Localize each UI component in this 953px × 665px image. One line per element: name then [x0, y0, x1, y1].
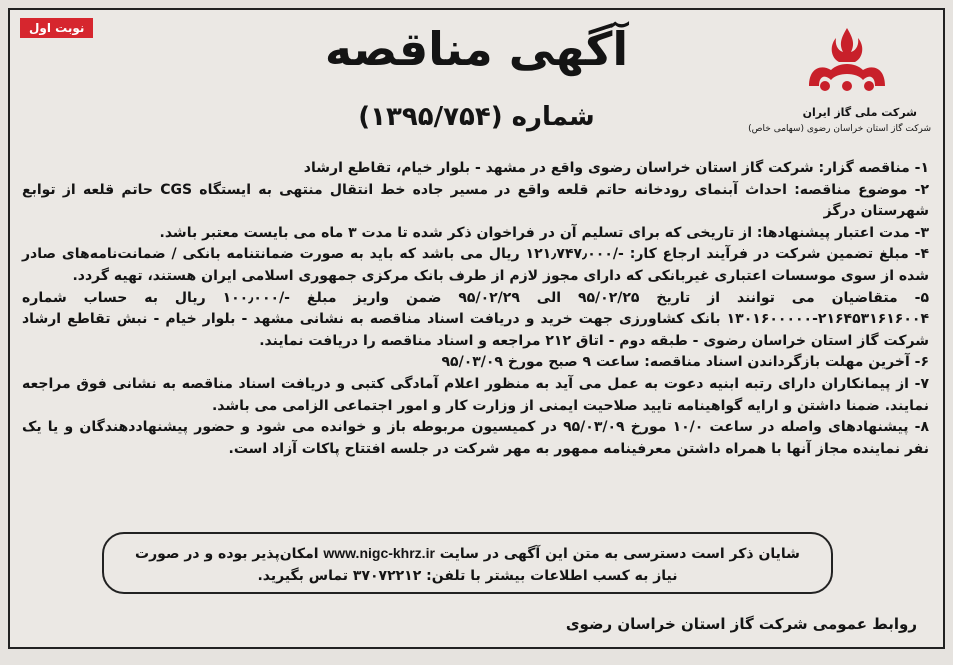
notice-text-start: شایان ذکر است دسترسی به متن این آگهی در سایت: [439, 546, 800, 562]
notice-text-end: امکان‌پذیر بوده و در صورت نیاز به کسب اطلاعات بیشتر با تلفن: ۳۷۰۷۲۲۱۲ تماس بگیرید.: [135, 546, 678, 584]
notice-item: ۵- متقاضیان می توانند از تاریخ ۹۵/۰۲/۲۵ الی ۹۵/۰۲/۲۹ ضمن واریز مبلغ -/۱۰۰٫۰۰۰ ریال به حساب شماره ۲۱۶۴۵۳۱۶۱۶۰۰۴-۱۳۰۱۶۰۰۰۰۰ بانک کشاورزی جهت خرید و دریافت اسناد مناقصه به نشانی مشهد - بلوار خیام - نبش تقاطع ارشاد شرکت گاز استان خراسان رضوی - طبقه دوم - اتاق ۲۱۲ مراجعه و اسناد مناقصه را دریافت نمایند.: [22, 289, 930, 349]
notice-header: [10, 10, 943, 160]
public-relations-signature: روابط عمومی شرکت گاز استان خراسان رضوی: [565, 615, 917, 633]
notice-item: ۸- پیشنهادهای واصله در ساعت ۱۰/۰ مورخ ۹۵/۰۳/۰۹ در کمیسیون مربوطه باز و خوانده می شود و حضور پیشنهاددهندگان و یا یک نفر نماینده مجاز آنها با همراه داشتن معرفینامه ممهور به مهر شرکت در جلسه افتتاح پاکات آزاد است.: [22, 419, 930, 457]
logo-org-name: شرکت ملی گاز ایران: [802, 106, 917, 119]
tender-notice: [8, 8, 945, 649]
notice-title: آگهی مناقصه: [324, 22, 629, 76]
website-notice-box: [102, 532, 833, 594]
notice-number: شماره (۱۳۹۵/۷۵۴): [358, 102, 595, 132]
logo-company-name: شرکت گاز استان خراسان رضوی (سهامی خاص): [748, 124, 931, 134]
notice-item: ۷- از پیمانکاران دارای رتبه ابنیه دعوت به عمل می آید به منظور اعلام آمادگی کتبی و دریافت اسناد مناقصه به نشانی فوق مراجعه نمایند. ضمنا داشتن و ارایه گواهینامه تایید صلاحیت ایمنی از وزارت کار و امور اجتماعی الزامی می باشد.: [22, 375, 929, 414]
notice-item: ۲- موضوع مناقصه: احداث آبنمای رودخانه حاتم قلعه واقع در مسیر جاده خط انتقال منتهی به ایستگاه CGS حاتم قلعه از توابع شهرستان درگز: [22, 181, 929, 220]
notice-item: ۱- مناقصه گزار: شرکت گاز استان خراسان رضوی واقع در مشهد - بلوار خیام، تقاطع ارشاد: [303, 160, 929, 176]
notice-item: ۴- مبلغ تضمین شرکت در فرآیند ارجاع کار: -/۱۲۱٫۷۴۷٫۰۰۰ ریال می باشد که باید به صورت ضمانتنامه بانکی / ضمانت‌نامه‌های صادر شده از سوی موسسات اعتباری غیربانکی که دارای مجوز لازم از طرف بانک مرکزی جمهوری اسلامی ایران هستند، تهیه گردد.: [22, 246, 929, 284]
notice-body: [22, 158, 929, 460]
publication-badge: نوبت اول: [20, 18, 93, 38]
notice-item: ۶- آخرین مهلت بازگرداندن اسناد مناقصه: ساعت ۹ صبح مورخ ۹۵/۰۳/۰۹: [441, 354, 929, 371]
website-link[interactable]: www.nigc-khrz.ir: [323, 545, 435, 561]
notice-item: ۳- مدت اعتبار پیشنهادها: از تاریخی که برای تسلیم آن در فراخوان ذکر شده تا مدت ۳ ماه می بایست معتبر باشد.: [159, 224, 929, 241]
